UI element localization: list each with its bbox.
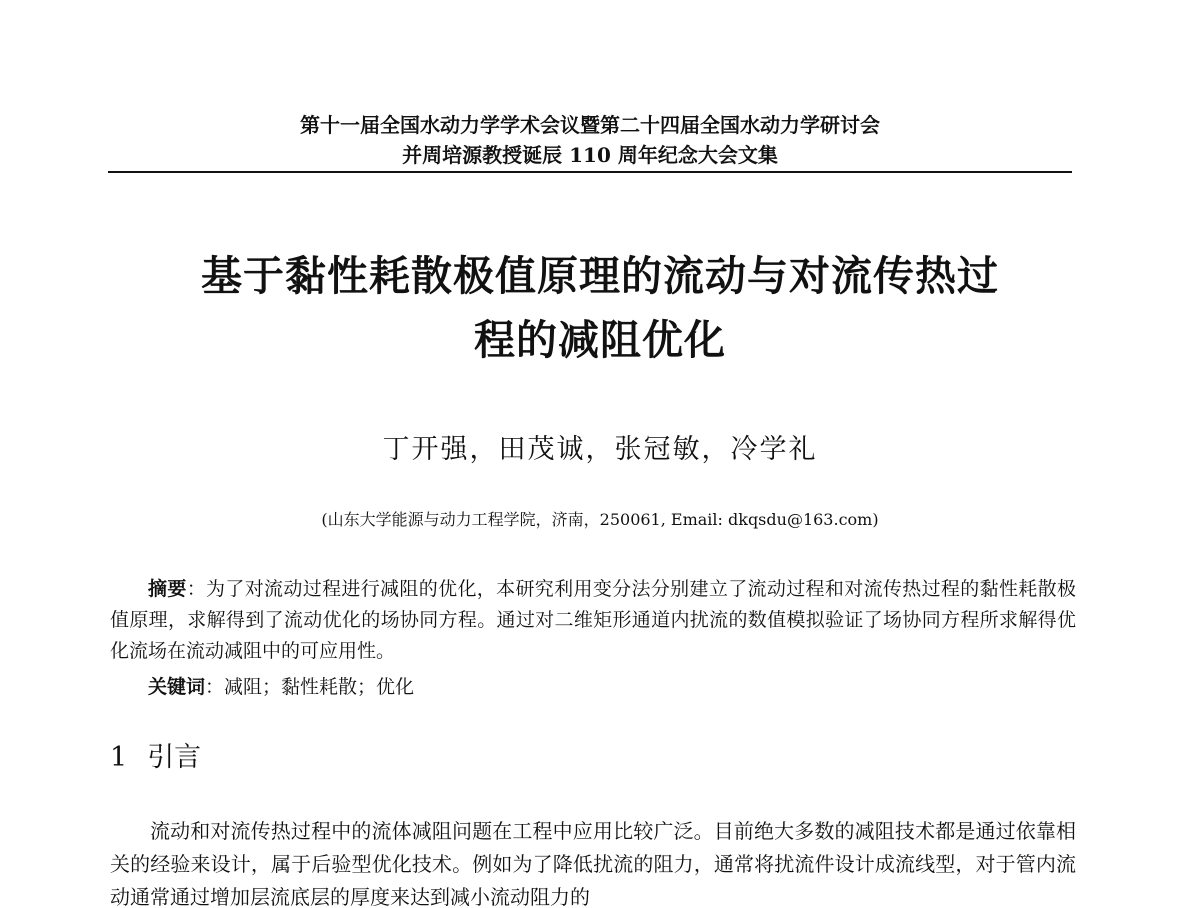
header-rule: [108, 171, 1072, 173]
paper-title-line-2: 程的减阻优化: [474, 316, 726, 364]
paper-title: [100, 244, 1100, 372]
abstract-label: 摘要: [148, 578, 187, 600]
paper-title-line-1: 基于黏性耗散极值原理的流动与对流传热过: [201, 252, 999, 300]
conference-header-line-2: 并周培源教授诞辰 110 周年纪念大会文集: [402, 143, 778, 167]
body-paragraph: 流动和对流传热过程中的流体减阻问题在工程中应用比较广泛。目前绝大多数的减阻技术都是通过依靠相关的经验来设计，属于后验型优化技术。例如为了降低扰流的阻力，通常将扰流件设计成流线型，对于管内流动通常通过增加层流底层的厚度来达到减小流动阻力的: [110, 819, 1076, 908]
author-list: 丁开强，田茂诚，张冠敏，冷学礼: [382, 434, 818, 465]
introduction-body: [110, 815, 1076, 908]
conference-header-line-1: 第十一届全国水动力学学术会议暨第二十四届全国水动力学研讨会: [300, 113, 880, 137]
keywords: [110, 672, 1076, 703]
keywords-text: 减阻；黏性耗散；优化: [224, 676, 415, 698]
keywords-label: 关键词: [148, 676, 206, 698]
conference-header: [108, 110, 1072, 170]
keywords-label-separator: ：: [205, 676, 225, 698]
section-title: 引言: [147, 742, 202, 773]
section-number: 1: [110, 742, 128, 773]
abstract: [110, 574, 1076, 667]
section-heading-introduction: [110, 738, 201, 778]
abstract-label-separator: ：: [186, 578, 207, 600]
abstract-text: 为了对流动过程进行减阻的优化，本研究利用变分法分别建立了流动过程和对流传热过程的黏性耗散极值原理，求解得到了流动优化的场协同方程。通过对二维矩形通道内扰流的数值模拟验证了场协同方程所求解得优化流场在流动减阻中的可应用性。: [110, 578, 1076, 662]
abstract-paragraph: [110, 574, 1076, 667]
affiliation: (山东大学能源与动力工程学院，济南，250061, Email: dkqsdu@163.com): [321, 510, 879, 529]
